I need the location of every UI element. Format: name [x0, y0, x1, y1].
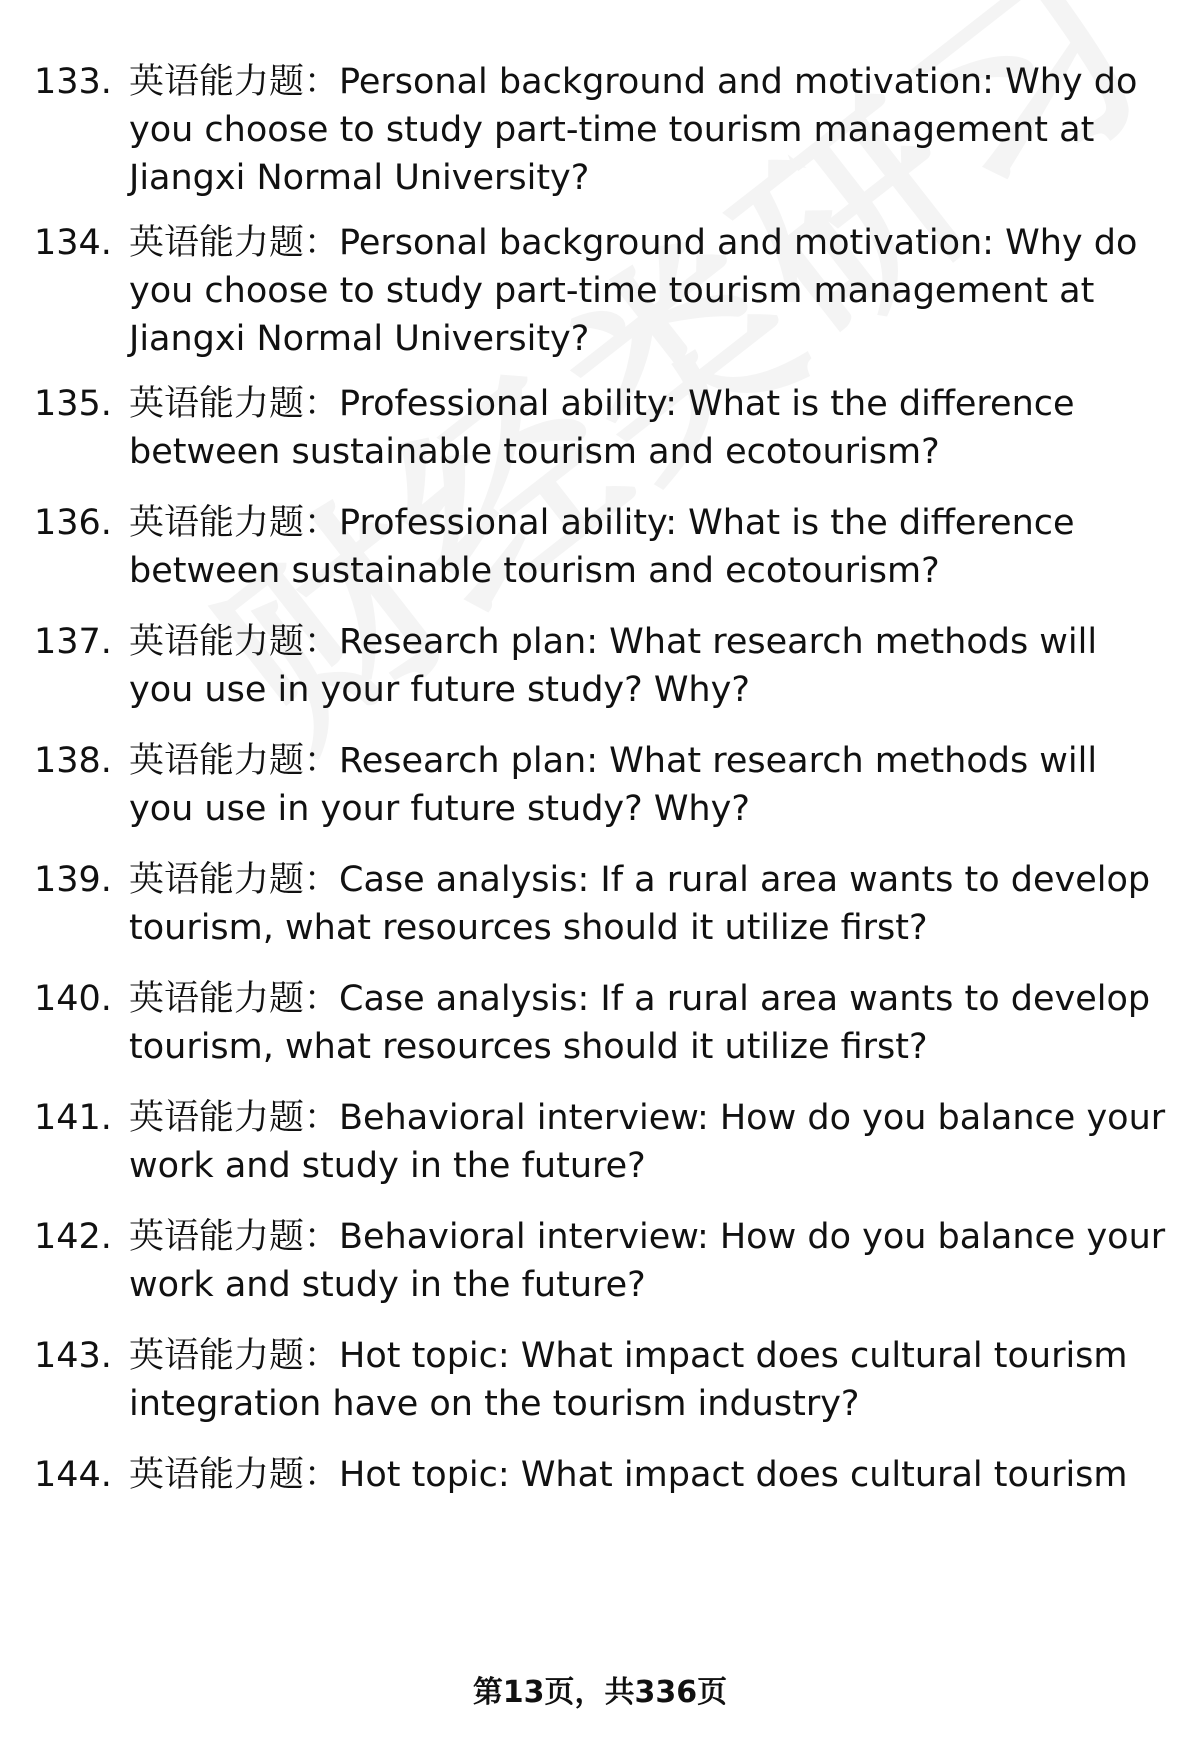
question-number: 140.	[34, 979, 112, 1019]
question-number: 141.	[34, 1098, 112, 1138]
question-item	[34, 219, 1170, 363]
question-number: 138.	[34, 741, 112, 781]
question-number: 144.	[34, 1455, 112, 1495]
question-item	[34, 58, 1170, 202]
question-item	[34, 737, 1170, 833]
question-item	[34, 618, 1170, 714]
question-text: 英语能力题：Hot topic: What impact does cultural tourism integration have on the tourism industry?	[129, 1336, 1128, 1424]
question-text: 英语能力题：Research plan: What research methods will you use in your future study? Why?	[129, 741, 1098, 829]
question-item	[34, 499, 1170, 595]
question-text: 英语能力题：Behavioral interview: How do you balance your work and study in the future?	[129, 1098, 1166, 1186]
question-number: 137.	[34, 622, 112, 662]
question-text: 英语能力题：Hot topic: What impact does cultural tourism	[129, 1455, 1128, 1495]
question-text: 英语能力题：Research plan: What research methods will you use in your future study? Why?	[129, 622, 1098, 710]
question-text: 英语能力题：Professional ability: What is the difference between sustainable tourism and ecotourism?	[129, 503, 1075, 591]
question-number: 136.	[34, 503, 112, 543]
question-number: 134.	[34, 223, 112, 263]
question-text: 英语能力题：Behavioral interview: How do you balance your work and study in the future?	[129, 1217, 1166, 1305]
question-text: 英语能力题：Case analysis: If a rural area wants to develop tourism, what resources should it utilize first?	[129, 979, 1151, 1067]
question-text: 英语能力题：Personal background and motivation: Why do you choose to study part-time tourism management at Jiangxi Normal University?	[129, 223, 1138, 359]
question-number: 143.	[34, 1336, 112, 1376]
question-number: 142.	[34, 1217, 112, 1257]
question-item	[34, 380, 1170, 476]
question-text: 英语能力题：Professional ability: What is the difference between sustainable tourism and ecotourism?	[129, 384, 1075, 472]
question-list	[34, 58, 1170, 1499]
question-text: 英语能力题：Personal background and motivation: Why do you choose to study part-time tourism management at Jiangxi Normal University?	[129, 62, 1138, 198]
question-text: 英语能力题：Case analysis: If a rural area wants to develop tourism, what resources should it utilize first?	[129, 860, 1151, 948]
question-item	[34, 1213, 1170, 1309]
page-number-footer: 第13页，共336页	[472, 1675, 728, 1710]
question-number: 139.	[34, 860, 112, 900]
question-number: 133.	[34, 62, 112, 102]
question-number: 135.	[34, 384, 112, 424]
question-item	[34, 1094, 1170, 1190]
question-item	[34, 975, 1170, 1071]
question-item	[34, 1332, 1170, 1428]
question-item	[34, 1451, 1170, 1499]
question-item	[34, 856, 1170, 952]
